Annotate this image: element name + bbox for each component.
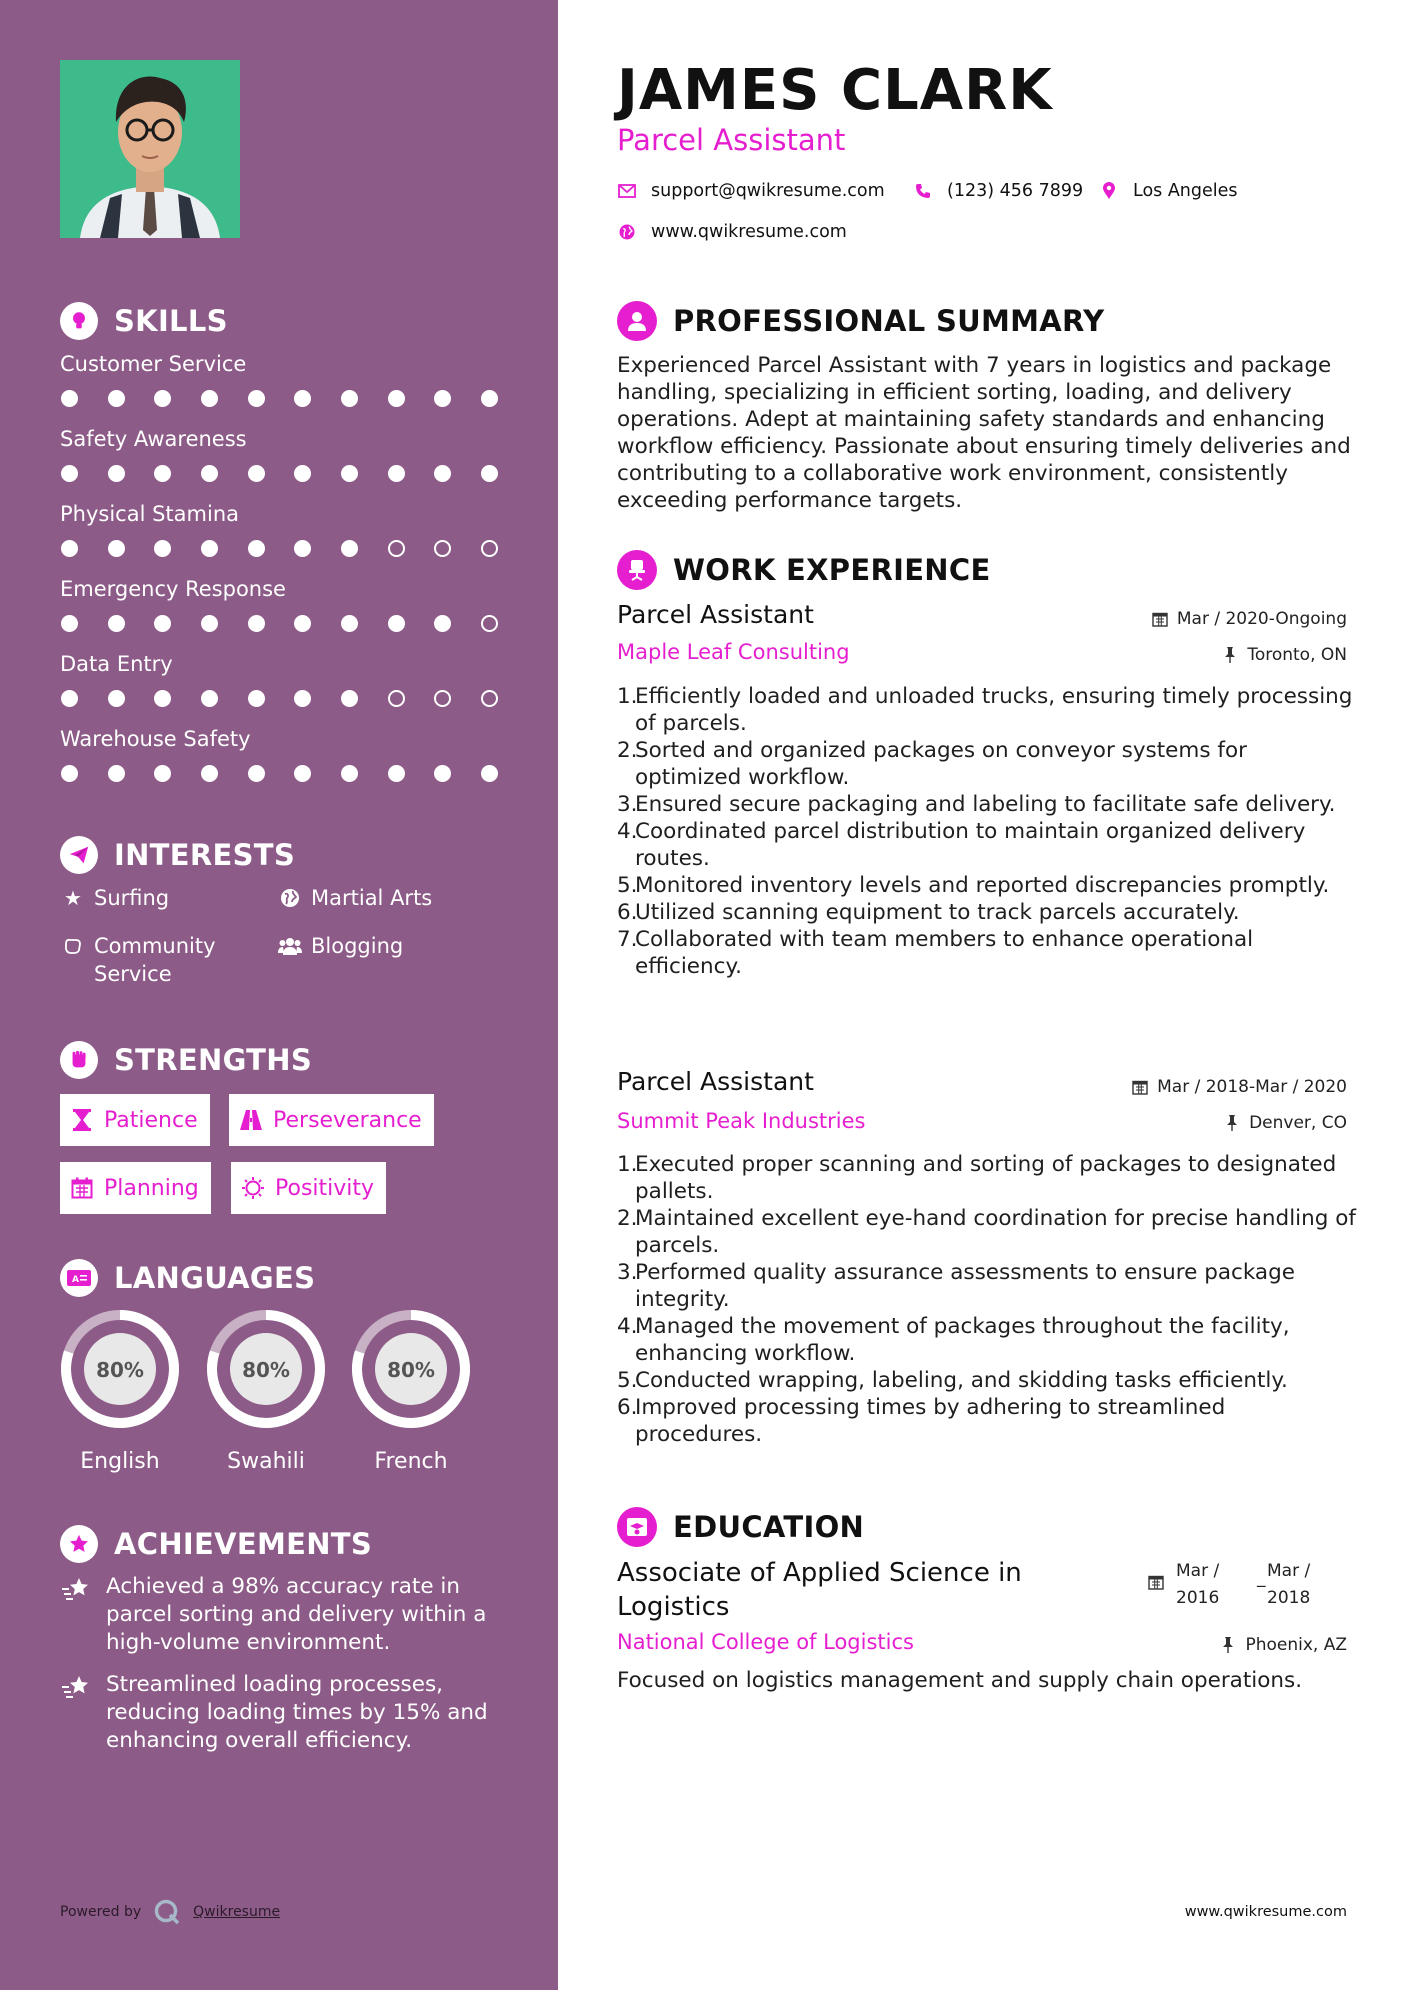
responsibility-item: 3. Ensured secure packaging and labeling to facilitate safe delivery.	[617, 792, 1336, 817]
responsibility-item: 6. Improved processing times by adhering to streamlined procedures.	[617, 1395, 1226, 1447]
rating-dot-filled	[294, 690, 311, 707]
achievement-item: Achieved a 98% accuracy rate in parcel sorting and delivery within a high-volume environment.	[60, 1573, 520, 1657]
language-name: French	[374, 1449, 448, 1474]
skill-rating	[60, 765, 498, 782]
interest-item: Community Service	[60, 932, 216, 988]
responsibility-item: 5. Conducted wrapping, labeling, and skidding tasks efficiently.	[617, 1368, 1288, 1393]
language-item	[58, 1307, 182, 1474]
skill-name: Physical Stamina	[60, 502, 240, 526]
responsibility-item: 5. Monitored inventory levels and reported discrepancies promptly.	[617, 873, 1330, 898]
skill-rating	[60, 465, 498, 482]
rating-dot-filled	[108, 690, 125, 707]
calendar-icon	[1148, 1574, 1164, 1594]
rating-dot-filled	[341, 765, 358, 782]
candidate-name: JAMES CLARK	[617, 58, 1053, 123]
calendar-icon	[1131, 1078, 1149, 1096]
map-pin-icon	[1099, 181, 1119, 201]
profile-photo	[60, 60, 240, 238]
qwikresume-link[interactable]: Qwikresume	[193, 1904, 281, 1920]
responsibility-item: 2. Maintained excellent eye-hand coordination for precise handling of parcels.	[617, 1206, 1356, 1258]
rating-dot-filled	[248, 390, 265, 407]
experience-heading: WORK EXPERIENCE	[617, 548, 991, 592]
rating-dot-filled	[341, 540, 358, 557]
calendar-icon	[70, 1176, 94, 1200]
skill-rating	[60, 690, 498, 707]
hand-icon	[60, 932, 86, 960]
strength-chip: Patience	[60, 1094, 210, 1146]
language-level-ring	[58, 1307, 182, 1431]
interests-heading: INTERESTS	[60, 835, 295, 875]
job-location: Denver, CO	[1223, 1113, 1347, 1133]
language-percent: 80%	[242, 1358, 290, 1382]
education-location: Phoenix, AZ	[1219, 1635, 1347, 1655]
skill-rating	[60, 615, 498, 632]
education-start-date: Mar / 2016	[1176, 1561, 1220, 1608]
contact-phone: (123) 456 7899	[913, 179, 1083, 203]
pushpin-icon	[1223, 1114, 1241, 1132]
language-item	[204, 1307, 328, 1474]
education-end-date: Mar / 2018	[1267, 1561, 1311, 1608]
skills-heading: SKILLS	[60, 301, 228, 341]
road-icon	[239, 1108, 263, 1132]
hourglass-icon	[70, 1108, 94, 1132]
email-link[interactable]: support@qwikresume.com	[651, 181, 885, 201]
rating-dot-filled	[201, 690, 218, 707]
rating-dot-filled	[248, 615, 265, 632]
responsibility-item: 6. Utilized scanning equipment to track parcels accurately.	[617, 900, 1240, 925]
skill-item	[60, 577, 500, 632]
responsibility-item: 2. Sorted and organized packages on conveyor systems for optimized workflow.	[617, 738, 1247, 790]
rating-dot-filled	[341, 390, 358, 407]
star-icon: ★	[64, 886, 82, 910]
language-name: Swahili	[227, 1449, 305, 1474]
skill-item	[60, 652, 500, 707]
contact-website	[617, 220, 847, 244]
rating-dot-filled	[61, 540, 78, 557]
rating-dot-filled	[341, 615, 358, 632]
powered-by: Powered by Qwikresume	[60, 1898, 280, 1926]
rating-dot-filled	[108, 765, 125, 782]
rating-dot-filled	[388, 465, 405, 482]
rating-dot-filled	[481, 465, 498, 482]
strength-chip: Positivity	[231, 1162, 386, 1214]
rating-dot-filled	[201, 390, 218, 407]
rating-dot-filled	[61, 690, 78, 707]
interest-item: ★ Surfing	[60, 884, 169, 912]
globe-icon	[617, 222, 637, 242]
rating-dot-filled	[294, 540, 311, 557]
rating-dot-filled	[294, 765, 311, 782]
degree-title: Associate of Applied Science in Logistics	[617, 1558, 1022, 1622]
skill-rating	[60, 540, 498, 557]
fist-icon	[60, 1041, 98, 1079]
rating-dot-filled	[201, 765, 218, 782]
education-description: Focused on logistics management and supply chain operations.	[617, 1668, 1303, 1693]
candidate-role: Parcel Assistant	[617, 123, 846, 157]
rating-dot-filled	[294, 465, 311, 482]
language-name: English	[80, 1449, 160, 1474]
website-link[interactable]: www.qwikresume.com	[651, 222, 847, 242]
phone-icon	[913, 181, 933, 201]
responsibility-item: 4. Coordinated parcel distribution to maintain organized delivery routes.	[617, 819, 1306, 871]
user-icon	[617, 301, 657, 341]
education-heading: EDUCATION	[617, 1505, 864, 1549]
shooting-star-icon	[60, 1575, 92, 1607]
svg-text:A: A	[72, 1275, 79, 1285]
responsibility-item: 1. Efficiently loaded and unloaded trucks, ensuring timely processing of parcels.	[617, 684, 1353, 736]
responsibility-item: 4. Managed the movement of packages throughout the facility, enhancing workflow.	[617, 1314, 1290, 1366]
rating-dot-empty	[388, 690, 405, 707]
rating-dot-filled	[481, 765, 498, 782]
job-dates: Mar / 2020-Ongoing	[1151, 609, 1347, 629]
rating-dot-filled	[61, 615, 78, 632]
job-responsibilities	[617, 1151, 1357, 1448]
sidebar	[0, 0, 558, 1990]
rating-dot-filled	[201, 615, 218, 632]
lightbulb-icon	[60, 302, 98, 340]
achievement-item: Streamlined loading processes, reducing loading times by 15% and enhancing overall efficiency.	[60, 1671, 520, 1755]
interest-item: Martial Arts	[277, 884, 432, 912]
language-item	[349, 1307, 473, 1474]
rating-dot-filled	[154, 765, 171, 782]
star-badge-icon	[60, 1525, 98, 1563]
rating-dot-filled	[61, 465, 78, 482]
rating-dot-empty	[434, 690, 451, 707]
globe-icon	[277, 884, 303, 912]
rating-dot-filled	[248, 765, 265, 782]
rating-dot-empty	[481, 690, 498, 707]
qwikresume-logo-icon	[153, 1898, 181, 1926]
envelope-icon	[617, 181, 637, 201]
rating-dot-filled	[481, 390, 498, 407]
skill-name: Data Entry	[60, 652, 173, 676]
rating-dot-filled	[154, 690, 171, 707]
contact-email	[617, 179, 885, 203]
rating-dot-filled	[341, 690, 358, 707]
job-dates: Mar / 2018-Mar / 2020	[1131, 1077, 1347, 1097]
paper-plane-icon	[60, 836, 98, 874]
language-percent: 80%	[96, 1358, 144, 1382]
rating-dot-empty	[481, 615, 498, 632]
rating-dot-filled	[341, 465, 358, 482]
rating-dot-filled	[154, 615, 171, 632]
job-title: Parcel Assistant	[617, 600, 814, 629]
rating-dot-filled	[294, 615, 311, 632]
rating-dot-filled	[108, 390, 125, 407]
job-company: Summit Peak Industries	[617, 1109, 866, 1133]
strength-chip: Perseverance	[229, 1094, 434, 1146]
language-level-ring	[349, 1307, 473, 1431]
skill-item	[60, 502, 500, 557]
contact-location: Los Angeles	[1099, 179, 1238, 203]
job-title: Parcel Assistant	[617, 1067, 814, 1096]
rating-dot-empty	[434, 540, 451, 557]
pushpin-icon	[1219, 1636, 1237, 1654]
rating-dot-filled	[388, 615, 405, 632]
skill-item	[60, 727, 500, 782]
rating-dot-filled	[108, 540, 125, 557]
rating-dot-filled	[61, 765, 78, 782]
job-company: Maple Leaf Consulting	[617, 640, 850, 664]
calendar-icon	[1151, 610, 1169, 628]
rating-dot-filled	[248, 540, 265, 557]
achievements-heading: ACHIEVEMENTS	[60, 1524, 372, 1564]
rating-dot-filled	[108, 465, 125, 482]
graduation-cap-icon	[617, 1507, 657, 1547]
footer-url[interactable]: www.qwikresume.com	[1184, 1904, 1347, 1920]
job-location: Toronto, ON	[1221, 645, 1347, 665]
pushpin-icon	[1221, 646, 1239, 664]
sun-icon	[241, 1176, 265, 1200]
responsibility-item: 1. Executed proper scanning and sorting of packages to designated pallets.	[617, 1152, 1337, 1204]
rating-dot-filled	[434, 390, 451, 407]
rating-dot-filled	[154, 465, 171, 482]
rating-dot-filled	[154, 540, 171, 557]
strength-chip: Planning	[60, 1162, 211, 1214]
language-percent: 80%	[387, 1358, 435, 1382]
language-icon	[60, 1259, 98, 1297]
languages-heading: A LANGUAGES	[60, 1258, 315, 1298]
rating-dot-empty	[481, 540, 498, 557]
rating-dot-filled	[248, 690, 265, 707]
chair-icon	[617, 550, 657, 590]
language-level-ring	[204, 1307, 328, 1431]
strengths-heading: STRENGTHS	[60, 1040, 312, 1080]
skill-name: Warehouse Safety	[60, 727, 251, 751]
school-name: National College of Logistics	[617, 1630, 914, 1654]
rating-dot-filled	[434, 765, 451, 782]
rating-dot-filled	[201, 540, 218, 557]
responsibility-item: 7. Collaborated with team members to enhance operational efficiency.	[617, 927, 1254, 979]
skill-item	[60, 352, 500, 407]
rating-dot-filled	[154, 390, 171, 407]
interest-item: Blogging	[277, 932, 403, 960]
rating-dot-empty	[388, 540, 405, 557]
skill-name: Safety Awareness	[60, 427, 247, 451]
skill-rating	[60, 390, 498, 407]
users-icon	[277, 932, 303, 960]
rating-dot-filled	[201, 465, 218, 482]
responsibility-item: 3. Performed quality assurance assessments to ensure package integrity.	[617, 1260, 1295, 1312]
rating-dot-filled	[388, 765, 405, 782]
summary-text: Experienced Parcel Assistant with 7 years in logistics and package handling, specializing in efficient sorting, loading, and delivery operations. Adept at maintaining safety standards and enhancing workflow efficiency. Passionate about ensuring timely deliveries and contributing to a collaborative work environment, consistently exceeding performance targets.	[617, 353, 1351, 513]
job-responsibilities	[617, 683, 1357, 980]
skill-item	[60, 427, 500, 482]
summary-heading: PROFESSIONAL SUMMARY	[617, 299, 1104, 343]
rating-dot-filled	[108, 615, 125, 632]
skill-name: Customer Service	[60, 352, 247, 376]
rating-dot-filled	[434, 465, 451, 482]
rating-dot-filled	[388, 390, 405, 407]
rating-dot-filled	[294, 390, 311, 407]
rating-dot-filled	[434, 615, 451, 632]
skill-name: Emergency Response	[60, 577, 286, 601]
shooting-star-icon	[60, 1673, 92, 1705]
rating-dot-filled	[248, 465, 265, 482]
education-date-separator: _	[1257, 1568, 1266, 1588]
rating-dot-filled	[61, 390, 78, 407]
